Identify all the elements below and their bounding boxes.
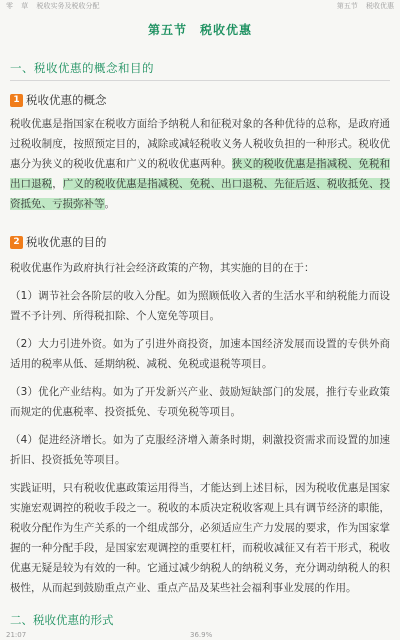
subsection-heading — [10, 234, 400, 250]
reader-top-bar — [0, 0, 400, 12]
clock: 21:07 — [6, 631, 27, 639]
paragraph — [10, 114, 390, 214]
list-item: （3）优化产业结构。如为了开发新兴产业、鼓励短缺部门的发展，推行专业政策而规定的优惠税率、投资抵免、专项免税等项目。 — [10, 386, 390, 418]
subsection-heading — [10, 92, 400, 108]
divider — [10, 80, 390, 81]
list-item: （1）调节社会各阶层的收入分配。如为照顾低收入者的生活水平和纳税能力而设置不予计列、所得税扣除、个人宽免等项目。 — [10, 290, 390, 322]
path-part: 税收实务及税收分配 — [36, 2, 100, 10]
path-part: 第五节 — [336, 2, 358, 10]
number-badge: 2 — [10, 236, 23, 249]
paragraph: 税收优惠作为政府执行社会经济政策的产物，其实施的目的在于： — [10, 262, 315, 274]
page-content — [0, 12, 400, 598]
text-run: 。 — [104, 198, 115, 210]
list-item: （4）促进经济增长。如为了克服经济增入萧条时期，刺激投资需求而设置的加速折旧、投资抵免等项目。 — [10, 434, 390, 466]
number-badge: 1 — [10, 94, 23, 107]
path-part: 草 — [21, 2, 29, 10]
list-item: （2）大力引进外资。如为了引进外商投资，加速本国经济发展而设置的专供外商适用的税率从低、延期纳税、减税、免税或退税等项目。 — [10, 338, 390, 370]
reader-status-bar — [0, 630, 400, 640]
subsection-label: 税收优惠的目的 — [26, 235, 107, 249]
path-part: 税收优惠 — [366, 2, 394, 10]
section-heading: 二、税收优惠的形式 — [10, 613, 114, 627]
subsection-label: 税收优惠的概念 — [26, 93, 107, 107]
paragraph: 实践证明，只有税收优惠政策运用得当，才能达到上述目标，因为税收优惠是国家实施宏观调控的税收手段之一。税收的本质决定税收客观上具有调节经济的职能，税收分配作为生产关系的一个组成部分，必须适应生产力发展的要求，作为国家掌握的一种分配手段，是国家宏观调控的重要杠杆，而税收减征又有若干形式，税收优惠无疑是较为有效的一种。它通过减少纳税人的纳税义务，充分调动纳税人的积极性，从而起到鼓励重点产业、重点产品及某些社会福利事业发展的作用。 — [10, 482, 390, 594]
page-title: 第五节 税收优惠 — [147, 23, 252, 37]
text-run: ， — [52, 178, 63, 190]
chapter-path — [331, 0, 394, 12]
reading-progress: 36.9% — [190, 631, 213, 639]
highlighted-text[interactable]: 广义的税收优惠是指减税、免税、出口退税、先征后返、税收抵免、投资抵免、亏损弥补等 — [10, 178, 391, 210]
highlighted-text[interactable]: 狭义的税收优惠是指减税、免税和出口退税 — [10, 158, 391, 190]
book-path — [6, 0, 105, 12]
text-run: 税收优惠是指国家在税收方面给予纳税人和征税对象的各种优待的总称，是政府通过税收制度，按照预定目的，减除或减轻税收义务人税收负担的一种形式。税收优惠分为狭义的税收优惠和广义的税收优惠两种。 — [10, 118, 390, 170]
path-part: 零 — [6, 2, 13, 10]
section-heading: 一、税收优惠的概念和目的 — [10, 61, 154, 75]
